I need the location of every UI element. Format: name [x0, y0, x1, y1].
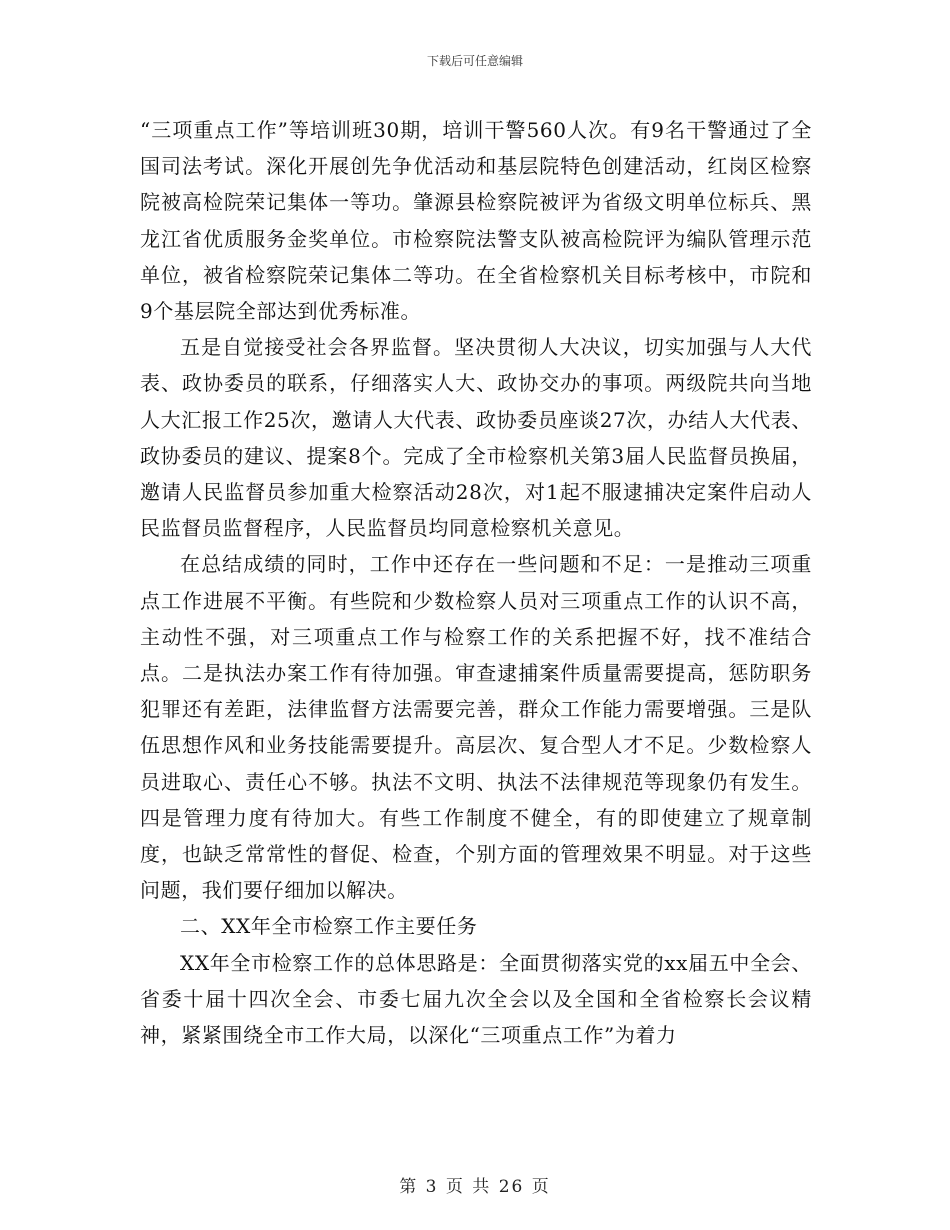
- section-heading: 二、XX年全市检察工作主要任务: [180, 914, 478, 939]
- page-header: 下载后可任意编辑: [426, 54, 523, 68]
- page-number: 第 3 页 共 26 页: [399, 1177, 551, 1197]
- document-body: [140, 112, 812, 1053]
- paragraph-problems: 在总结成绩的同时，工作中还存在一些问题和不足：一是推动三项重点工作进展不平衡。有些院和少数检察人员对三项重点工作的认识不高，主动性不强，对三项重点工作与检察工作的关系把握不好，找不准结合点。二是执法办案工作有待加强。审查逮捕案件质量需要提高，惩防职务犯罪还有差距，法律监督方法需要完善，群众工作能力需要增强。三是队伍思想作风和业务技能需要提升。高层次、复合型人才不足。少数检察人员进取心、责任心不够。执法不文明、执法不法律规范等现象仍有发生。四是管理力度有待加大。有些工作制度不健全，有的即使建立了规章制度，也缺乏常常性的督促、检查，个别方面的管理效果不明显。对于这些问题，我们要仔细加以解决。: [140, 552, 812, 903]
- paragraph-continuation: “三项重点工作”等培训班30期，培训干警560人次。有9名干警通过了全国司法考试。深化开展创先争优活动和基层院特色创建活动，红岗区检察院被高检院荣记集体一等功。肇源县检察院被评为省级文明单位标兵、黑龙江省优质服务金奖单位。市检察院法警支队被高检院评为编队管理示范单位，被省检察院荣记集体二等功。在全省检察机关目标考核中，市院和9个基层院全部达到优秀标准。: [140, 118, 812, 324]
- paragraph-supervision: 五是自觉接受社会各界监督。坚决贯彻人大决议，切实加强与人大代表、政协委员的联系，仔细落实人大、政协交办的事项。两级院共向当地人大汇报工作25次，邀请人大代表、政协委员座谈27次，办结人大代表、政协委员的建议、提案8个。完成了全市检察机关第3届人民监督员换届，邀请人民监督员参加重大检察活动28次，对1起不服逮捕决定案件启动人民监督员监督程序，人民监督员均同意检察机关意见。: [140, 335, 812, 541]
- paragraph-tasks: XX年全市检察工作的总体思路是：全面贯彻落实党的xx届五中全会、省委十届十四次全会、市委七届九次全会以及全国和全省检察长会议精神，紧紧围绕全市工作大局，以深化“三项重点工作”为着力: [140, 950, 812, 1048]
